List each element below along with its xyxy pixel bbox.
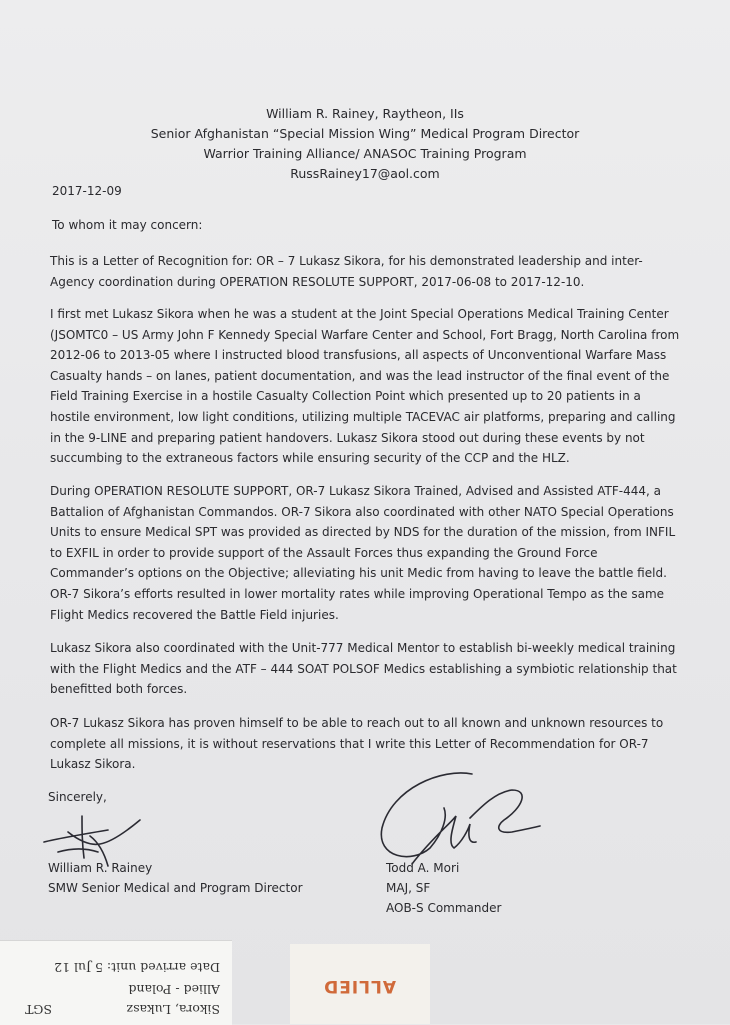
paragraph-conclusion: OR-7 Lukasz Sikora has proven himself to be able to reach out to all known and unknown resources to complete all missions, it is without reservations that I write this Letter of Recommendation for OR-7 Lukasz Sikora.	[50, 716, 664, 772]
paragraph-training: I first met Lukasz Sikora when he was a student at the Joint Special Operations Medical Training Center (JSOMTC0 – US Army John F Kennedy Special Warfare Center and School, Fort Bragg, North Carolina from 2012-06 to 2013-05 where I instructed blood transfusions, all aspects of Unconventional Warfare Mass Casualty hands – on lanes, patient documentation, and was the lead instructor of the final event of the Field Training Exercise in a hostile Casualty Collection Point which presented up to 20 patients in a hostile environment, low light conditions, utilizing multiple TACEVAC air platforms, preparing and calling in the 9-LINE and preparing patient handovers. Lukasz Sikora stood out during these events by not succumbing to the extraneous factors while ensuring security of the CCP and the HLZ.	[50, 307, 680, 466]
id-label-name: Sikora, Lukasz	[126, 1002, 220, 1017]
letter-date: 2017-12-09	[52, 184, 122, 198]
id-label-content	[0, 941, 232, 1025]
id-label-card	[0, 940, 232, 1025]
paragraph-coordination: Lukasz Sikora also coordinated with the Unit-777 Medical Mentor to establish bi-weekly medical training with the Flight Medics and the ATF – 444 SOAT POLSOF Medics establishing a symbiotic relationship that benefitted both forces.	[50, 641, 677, 697]
signer-right-name: Todd A. Mori	[386, 861, 460, 875]
signer-left-title: SMW Senior Medical and Program Director	[48, 881, 303, 895]
letterhead-name: William R. Rainey, Raytheon, IIs	[266, 106, 464, 121]
signer-left	[48, 858, 303, 898]
id-label-arrival: Date arrived unit: 5 Jul 12	[54, 960, 220, 975]
signer-right-title: AOB-S Commander	[386, 901, 502, 915]
signer-right	[386, 858, 501, 918]
allied-tag-card	[290, 944, 430, 1024]
id-label-nation: Allied - Poland	[128, 982, 220, 997]
paragraph-operation: During OPERATION RESOLUTE SUPPORT, OR-7 Lukasz Sikora Trained, Advised and Assisted ATF-444, a Battalion of Afghanistan Commandos. OR-7 Sikora also coordinated with other NATO Special Operations Units to ensure Medical SPT was provided as directed by NDS for the duration of the mission, from INFIL to EXFIL in order to provide support of the Assault Forces thus expanding the Ground Force Commander’s options on the Objective; alleviating his unit Medic from having to leave the battle field. OR-7 Sikora’s efforts resulted in lower mortality rates while improving Operational Tempo as the same Flight Medics recovered the Battle Field injuries.	[50, 484, 676, 622]
allied-tag-content	[290, 944, 430, 1024]
allied-tag: ALLIED	[323, 976, 396, 996]
paragraph-recognition: This is a Letter of Recognition for: OR – 7 Lukasz Sikora, for his demonstrated leadership and inter-Agency coordination during OPERATION RESOLUTE SUPPORT, 2017-06-08 to 2017-12-10.	[50, 254, 643, 289]
letterhead-email: RussRainey17@aol.com	[290, 166, 440, 181]
letterhead-program: Warrior Training Alliance/ ANASOC Training Program	[203, 146, 527, 161]
letterhead-title: Senior Afghanistan “Special Mission Wing” Medical Program Director	[150, 126, 580, 141]
letterhead	[0, 104, 730, 184]
salutation: To whom it may concern:	[52, 218, 203, 232]
signer-left-name: William R. Rainey	[48, 861, 153, 875]
closing: Sincerely,	[48, 790, 107, 804]
signer-right-rank: MAJ, SF	[386, 881, 431, 895]
id-label-rank: SGT	[25, 1002, 52, 1017]
